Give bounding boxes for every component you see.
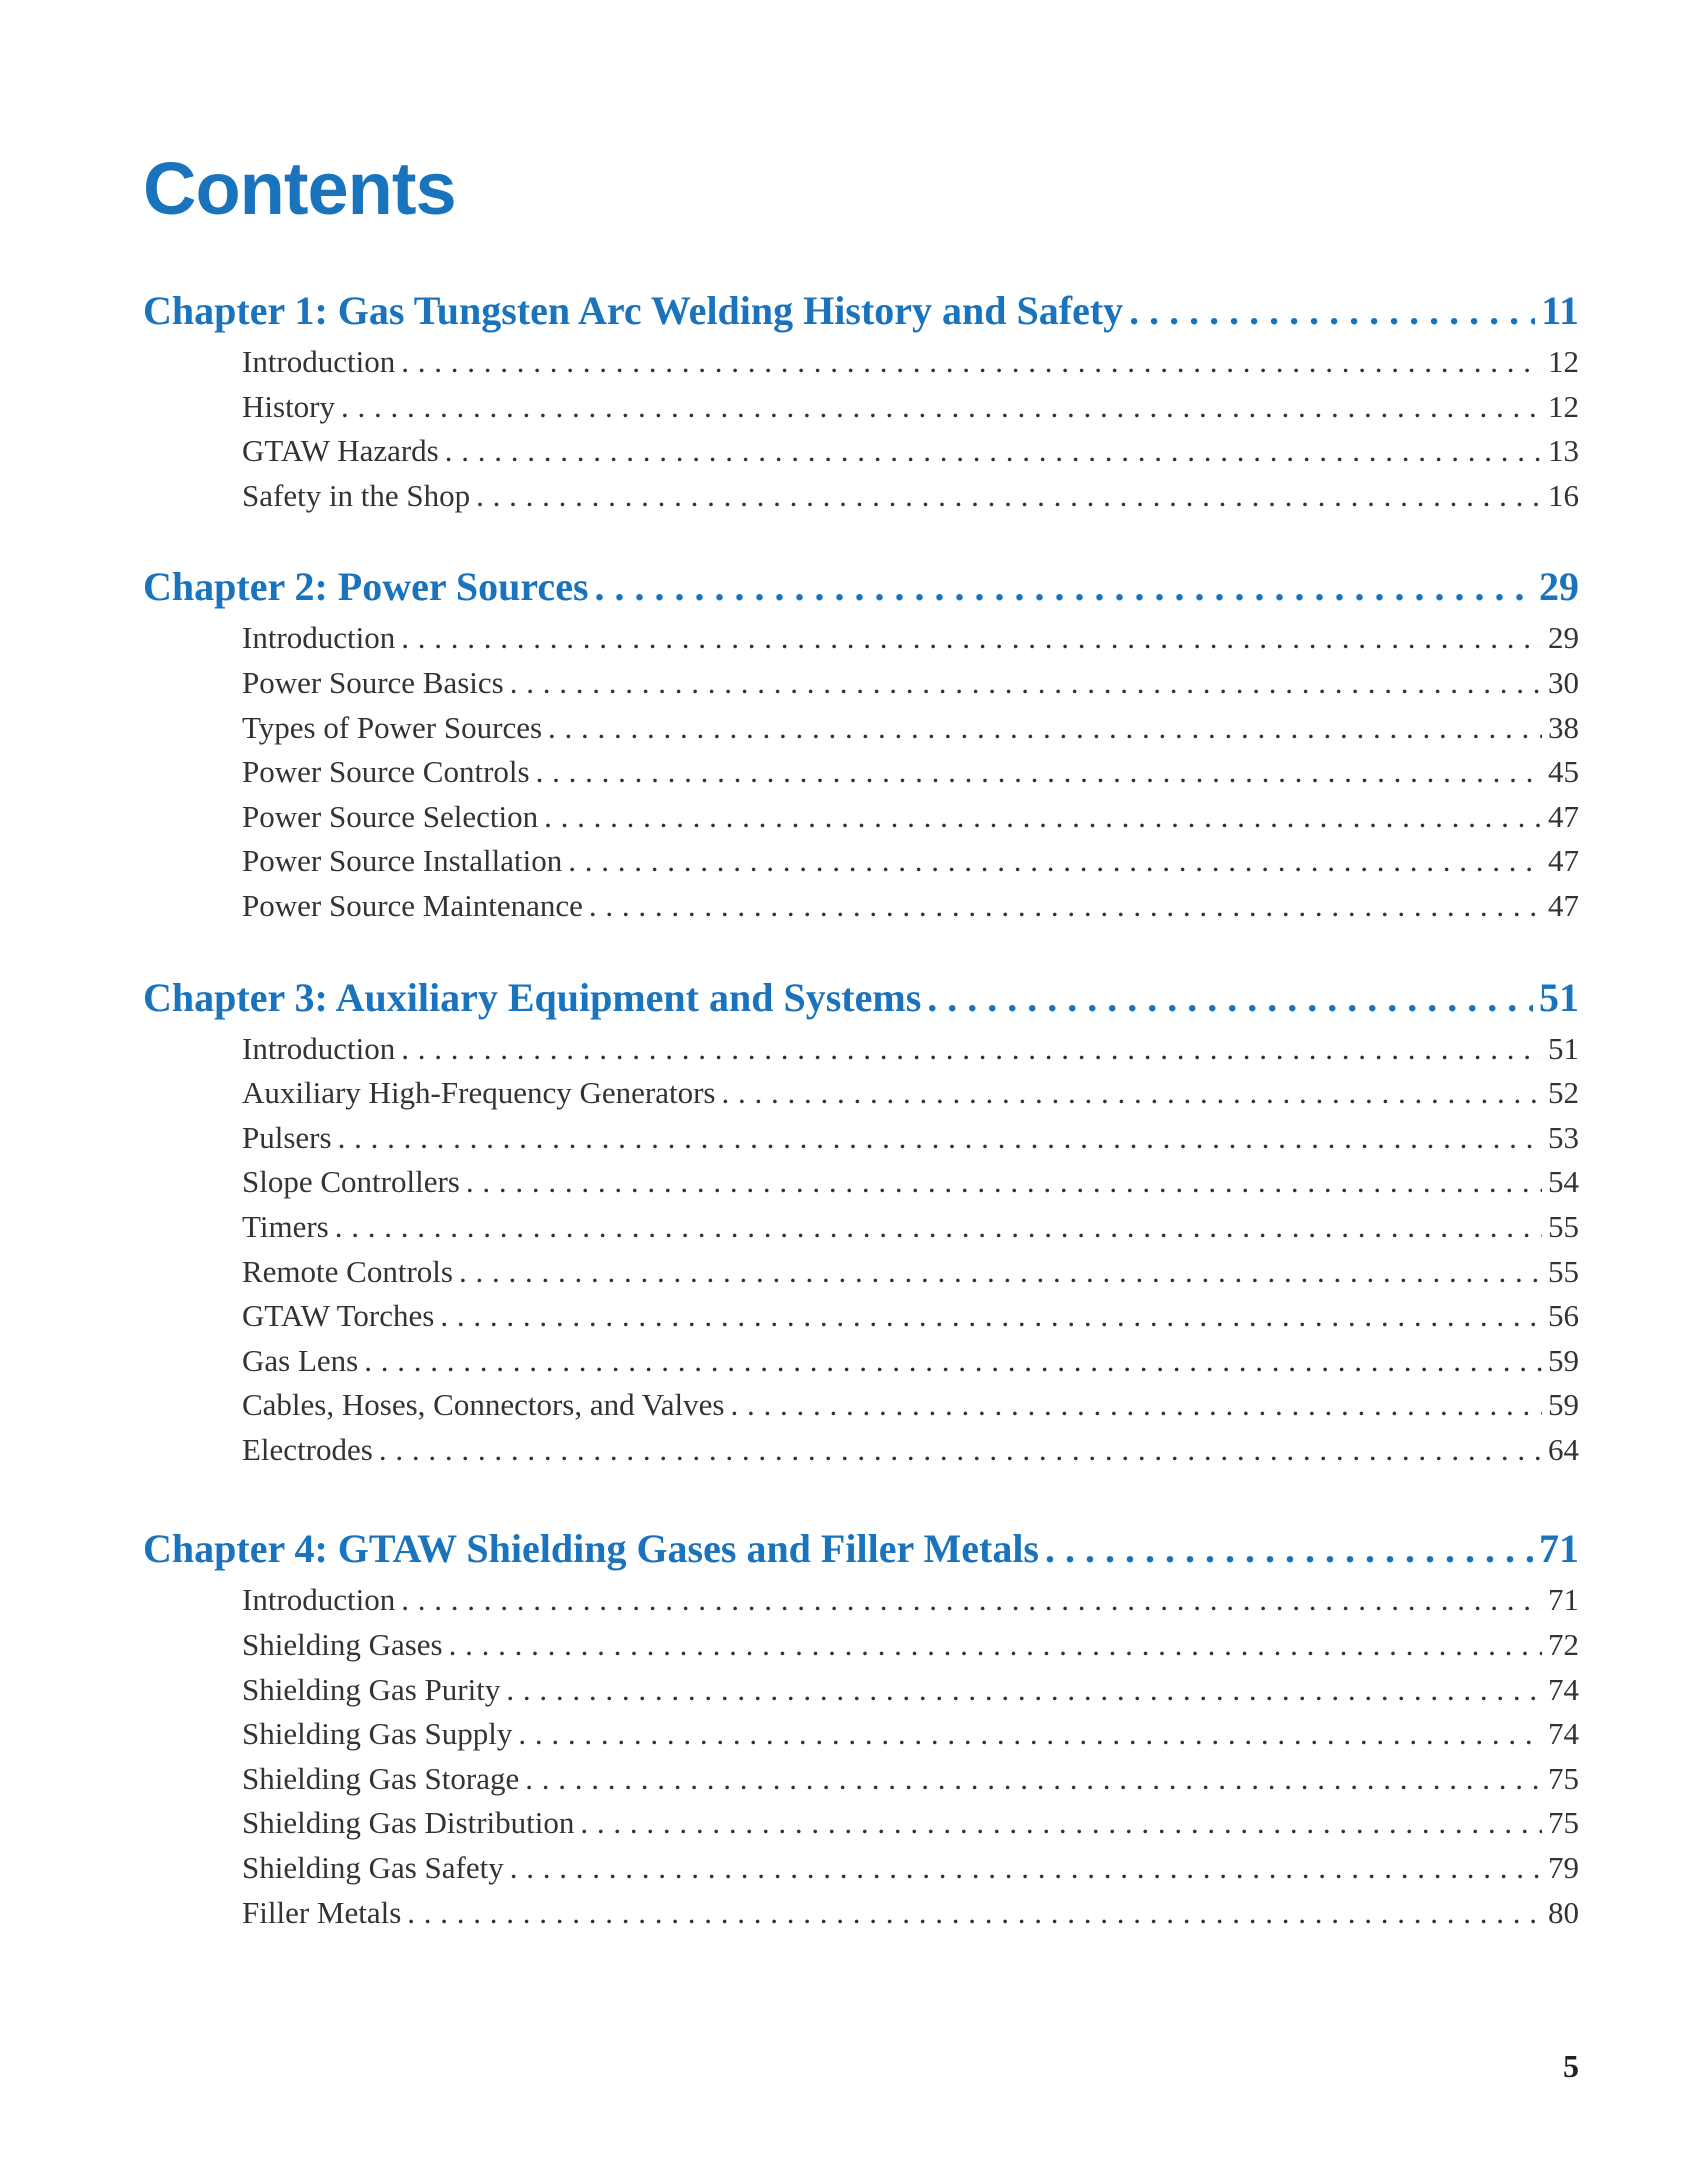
section-entry[interactable] xyxy=(242,839,1579,884)
dot-leader xyxy=(510,1846,1542,1891)
section-entry[interactable] xyxy=(242,474,1579,519)
section-title: Introduction xyxy=(242,1030,396,1066)
section-page: 47 xyxy=(1548,798,1579,834)
section-page: 54 xyxy=(1548,1164,1579,1200)
section-title: Types of Power Sources xyxy=(242,709,543,745)
dot-leader xyxy=(449,1623,1542,1668)
section-entry[interactable] xyxy=(242,1250,1579,1295)
dot-leader xyxy=(506,1668,1542,1713)
section-title: Slope Controllers xyxy=(242,1164,460,1200)
dot-leader xyxy=(364,1339,1542,1384)
section-page: 12 xyxy=(1548,388,1579,424)
dot-leader xyxy=(1129,282,1535,340)
dot-leader xyxy=(466,1160,1542,1205)
section-title: Auxiliary High-Frequency Generators xyxy=(242,1075,716,1111)
chapter-heading[interactable] xyxy=(143,1520,1579,1578)
section-entry[interactable] xyxy=(242,661,1579,706)
page-number: 5 xyxy=(1563,2048,1579,2084)
section-page: 13 xyxy=(1548,433,1579,469)
chapter-4 xyxy=(143,1520,1579,1935)
section-page: 75 xyxy=(1548,1805,1579,1841)
dot-leader xyxy=(568,839,1542,884)
section-title: Power Source Basics xyxy=(242,664,504,700)
dot-leader xyxy=(595,558,1533,616)
section-title: Shielding Gas Distribution xyxy=(242,1805,575,1841)
section-page: 75 xyxy=(1548,1760,1579,1796)
section-page: 47 xyxy=(1548,843,1579,879)
chapter-2 xyxy=(143,558,1579,928)
section-entry[interactable] xyxy=(242,706,1579,751)
dot-leader xyxy=(459,1250,1542,1295)
section-entry[interactable] xyxy=(242,340,1579,385)
section-entry[interactable] xyxy=(242,1160,1579,1205)
dot-leader xyxy=(476,474,1542,519)
section-list xyxy=(143,1578,1579,1935)
section-entry[interactable] xyxy=(242,1891,1579,1936)
chapter-page: 51 xyxy=(1539,974,1579,1020)
chapter-page: 71 xyxy=(1539,1526,1579,1572)
section-entry[interactable] xyxy=(242,795,1579,840)
section-entry[interactable] xyxy=(242,1578,1579,1623)
section-list xyxy=(143,616,1579,928)
section-title: Gas Lens xyxy=(242,1342,359,1378)
section-title: Shielding Gases xyxy=(242,1627,443,1663)
dot-leader xyxy=(536,750,1542,795)
section-title: Cables, Hoses, Connectors, and Valves xyxy=(242,1387,725,1423)
dot-leader xyxy=(721,1071,1542,1116)
section-title: Timers xyxy=(242,1208,329,1244)
dot-leader xyxy=(401,1027,1542,1072)
chapter-heading[interactable] xyxy=(143,282,1579,340)
dot-leader xyxy=(927,969,1533,1027)
section-page: 80 xyxy=(1548,1894,1579,1930)
dot-leader xyxy=(341,385,1542,430)
chapter-heading[interactable] xyxy=(143,969,1579,1027)
dot-leader xyxy=(440,1294,1542,1339)
section-page: 52 xyxy=(1548,1075,1579,1111)
section-entry[interactable] xyxy=(242,1623,1579,1668)
chapter-page: 29 xyxy=(1539,564,1579,610)
section-entry[interactable] xyxy=(242,1205,1579,1250)
chapter-title: Chapter 2: Power Sources xyxy=(143,564,589,610)
section-page: 74 xyxy=(1548,1671,1579,1707)
section-title: History xyxy=(242,388,335,424)
section-page: 55 xyxy=(1548,1253,1579,1289)
section-entry[interactable] xyxy=(242,429,1579,474)
section-page: 29 xyxy=(1548,620,1579,656)
chapter-title: Chapter 3: Auxiliary Equipment and Systems xyxy=(143,974,922,1020)
dot-leader xyxy=(401,616,1542,661)
section-page: 72 xyxy=(1548,1627,1579,1663)
section-page: 30 xyxy=(1548,664,1579,700)
dot-leader xyxy=(730,1383,1542,1428)
section-entry[interactable] xyxy=(242,1071,1579,1116)
dot-leader xyxy=(401,340,1542,385)
section-entry[interactable] xyxy=(242,385,1579,430)
section-title: Pulsers xyxy=(242,1119,332,1155)
chapter-page: 11 xyxy=(1541,288,1579,333)
dot-leader xyxy=(401,1578,1542,1623)
section-page: 45 xyxy=(1548,754,1579,790)
section-entry[interactable] xyxy=(242,1428,1579,1473)
dot-leader xyxy=(338,1116,1542,1161)
section-entry[interactable] xyxy=(242,1116,1579,1161)
dot-leader xyxy=(1045,1520,1533,1578)
section-title: Introduction xyxy=(242,344,396,379)
section-page: 56 xyxy=(1548,1298,1579,1334)
section-page: 59 xyxy=(1548,1387,1579,1423)
section-list xyxy=(143,340,1579,518)
section-page: 38 xyxy=(1548,709,1579,745)
section-title: GTAW Torches xyxy=(242,1298,435,1334)
section-entry[interactable] xyxy=(242,1339,1579,1384)
chapter-spacer xyxy=(143,929,1579,969)
section-entry[interactable] xyxy=(242,884,1579,929)
chapter-3 xyxy=(143,969,1579,1473)
section-entry[interactable] xyxy=(242,1801,1579,1846)
chapter-1 xyxy=(143,282,1579,518)
section-title: Filler Metals xyxy=(242,1894,402,1930)
section-entry[interactable] xyxy=(242,1846,1579,1891)
chapter-spacer xyxy=(143,1472,1579,1520)
section-title: Power Source Selection xyxy=(242,798,539,834)
chapter-title: Chapter 1: Gas Tungsten Arc Welding History and Safety xyxy=(143,288,1124,333)
section-entry[interactable] xyxy=(242,1757,1579,1802)
section-title: Shielding Gas Supply xyxy=(242,1716,513,1752)
chapter-spacer xyxy=(143,518,1579,558)
dot-leader xyxy=(510,661,1542,706)
section-title: Shielding Gas Storage xyxy=(242,1760,520,1796)
section-page: 79 xyxy=(1548,1850,1579,1886)
section-title: Power Source Installation xyxy=(242,843,563,879)
section-page: 74 xyxy=(1548,1716,1579,1752)
section-title: Electrodes xyxy=(242,1431,373,1467)
dot-leader xyxy=(525,1757,1542,1802)
section-page: 16 xyxy=(1548,477,1579,513)
section-title: Safety in the Shop xyxy=(242,477,471,513)
section-entry[interactable] xyxy=(242,1383,1579,1428)
dot-leader xyxy=(544,795,1542,840)
section-entry[interactable] xyxy=(242,1668,1579,1713)
section-page: 55 xyxy=(1548,1208,1579,1244)
section-page: 51 xyxy=(1548,1030,1579,1066)
section-title: Power Source Maintenance xyxy=(242,887,583,923)
dot-leader xyxy=(548,706,1542,751)
section-title: Shielding Gas Purity xyxy=(242,1671,501,1707)
dot-leader xyxy=(580,1801,1542,1846)
section-page: 64 xyxy=(1548,1431,1579,1467)
section-entry[interactable] xyxy=(242,750,1579,795)
section-page: 53 xyxy=(1548,1119,1579,1155)
section-title: Introduction xyxy=(242,620,396,656)
section-entry[interactable] xyxy=(242,1294,1579,1339)
section-entry[interactable] xyxy=(242,1712,1579,1757)
section-title: Remote Controls xyxy=(242,1253,453,1289)
dot-leader xyxy=(518,1712,1542,1757)
table-of-contents xyxy=(143,282,1579,1935)
section-title: Shielding Gas Safety xyxy=(242,1850,504,1886)
section-page: 59 xyxy=(1548,1342,1579,1378)
section-entry[interactable] xyxy=(242,1027,1579,1072)
section-page: 71 xyxy=(1548,1582,1579,1618)
dot-leader xyxy=(379,1428,1542,1473)
dot-leader xyxy=(445,429,1542,474)
chapter-title: Chapter 4: GTAW Shielding Gases and Filler Metals xyxy=(143,1526,1039,1572)
page-title: Contents xyxy=(143,147,456,230)
section-title: GTAW Hazards xyxy=(242,433,439,469)
section-entry[interactable] xyxy=(242,616,1579,661)
dot-leader xyxy=(335,1205,1542,1250)
chapter-heading[interactable] xyxy=(143,558,1579,616)
dot-leader xyxy=(589,884,1542,929)
section-list xyxy=(143,1027,1579,1473)
section-page: 12 xyxy=(1548,344,1579,379)
dot-leader xyxy=(407,1891,1542,1936)
section-title: Introduction xyxy=(242,1582,396,1618)
section-page: 47 xyxy=(1548,887,1579,923)
section-title: Power Source Controls xyxy=(242,754,530,790)
